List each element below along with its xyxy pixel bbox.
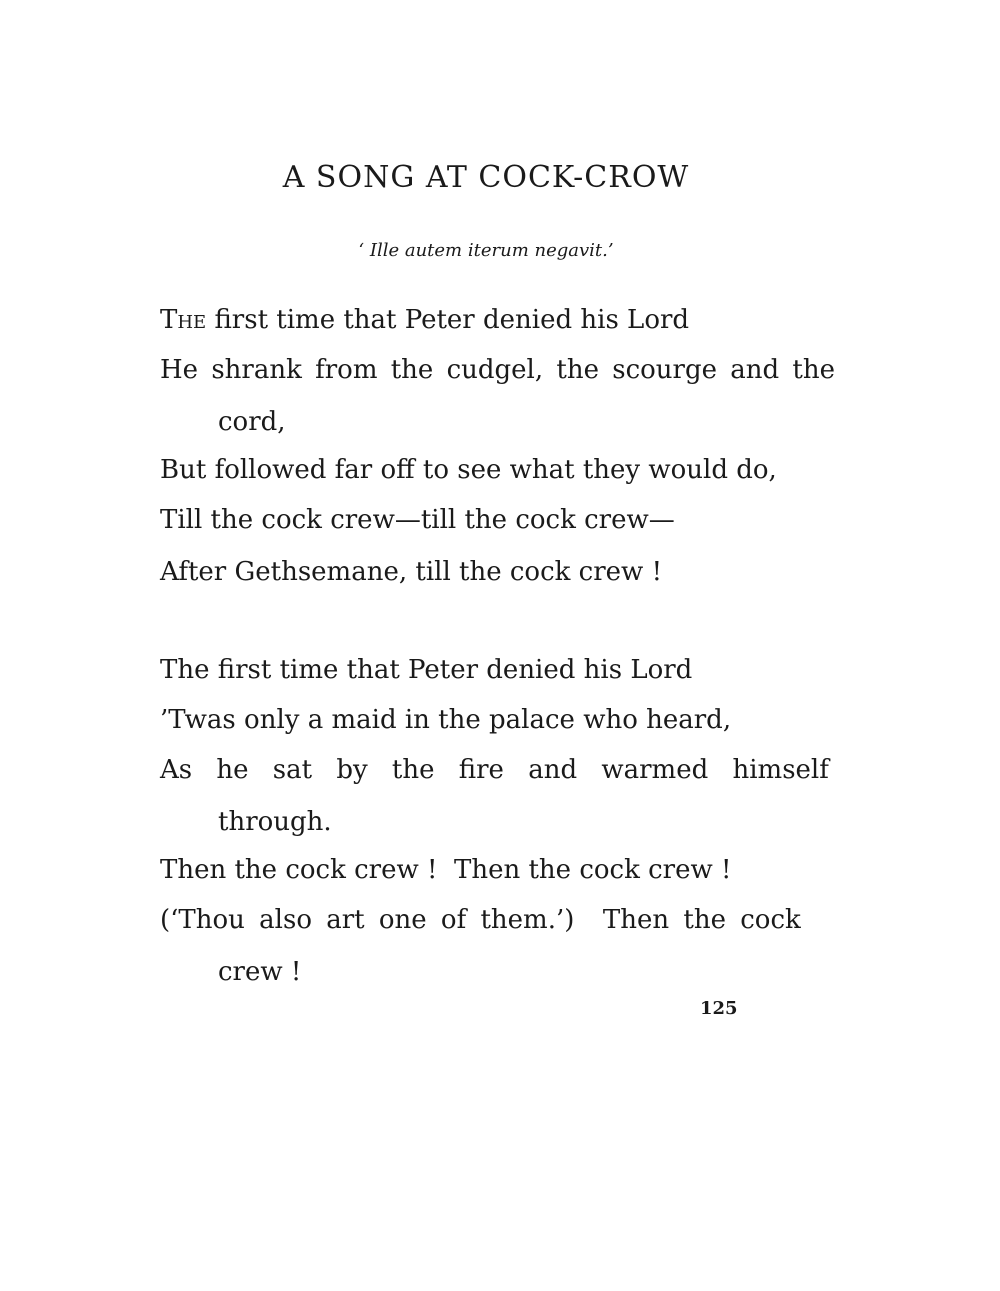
stanza-1-line-3: But followed far off to see what they would do,	[160, 455, 777, 485]
poem-epigraph: ‘ Ille autem iterum negavit.’	[358, 240, 614, 261]
stanza-1-line-4: Till the cock crew—till the cock crew—	[160, 505, 675, 535]
stanza-1-line-2-cont: cord,	[218, 407, 286, 437]
stanza-2-line-2: ’Twas only a maid in the palace who heard,	[160, 705, 732, 735]
stanza-2-line-4: Then the cock crew ! Then the cock crew !	[160, 855, 732, 885]
stanza-1-line-1	[160, 305, 689, 335]
opening-small-caps: The	[160, 305, 207, 335]
stanza-2-line-3: As he sat by the fire and warmed himself	[160, 755, 829, 785]
poem-title: A SONG AT COCK-CROW	[282, 160, 690, 195]
stanza-2-line-1: The first time that Peter denied his Lord	[160, 655, 693, 685]
page-number: 125	[700, 998, 738, 1019]
stanza-1-line-5: After Gethsemane, till the cock crew !	[160, 557, 663, 587]
stanza-1-line-2: He shrank from the cudgel, the scourge and the	[160, 355, 836, 385]
stanza-2-line-3-cont: through.	[218, 807, 332, 837]
line-text: first time that Peter denied his Lord	[206, 305, 690, 335]
stanza-2-line-5: (‘Thou also art one of them.’) Then the cock	[160, 905, 801, 935]
stanza-2-line-5-cont: crew !	[218, 957, 302, 987]
